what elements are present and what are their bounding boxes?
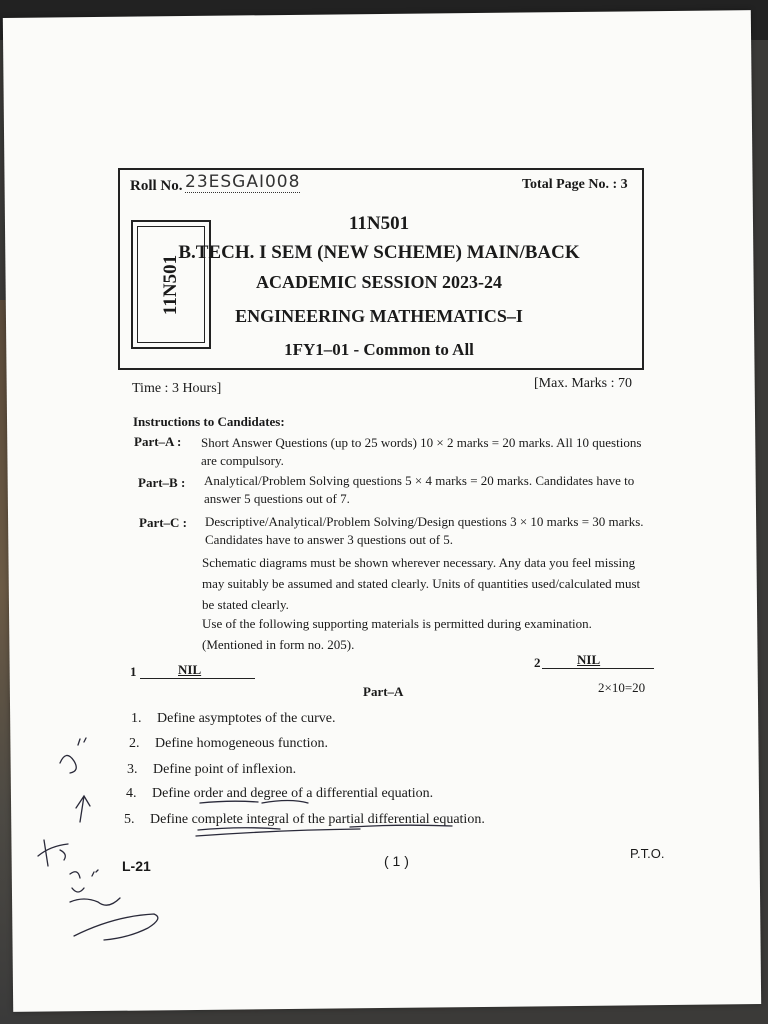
instructions-para-materials: Use of the following supporting materials is permitted during examination. (Mentioned in form no. 205). [202,616,592,652]
question-5-text: Define complete integral of the partial differential equation. [150,812,485,827]
exam-paper-sheet [3,10,761,1012]
max-marks: [Max. Marks : 70 [534,376,632,391]
material-2-value: NIL [577,652,601,667]
paper-code-vertical: 11N501 [160,254,181,315]
part-b-text: Analytical/Problem Solving questions 5 × 4 marks = 20 marks. Candidates have to answer 5 questions out of 7. [204,473,635,506]
subject-title: ENGINEERING MATHEMATICS–I [235,306,523,326]
question-4 [126,786,433,802]
material-2-line [542,668,654,669]
instructions-para-diagrams: Schematic diagrams must be shown wherever necessary. Any data you feel missing may suitably be assumed and stated clearly. Units of quantities used/calculated must be stated clearly. [202,555,641,612]
question-1-text: Define asymptotes of the curve. [157,711,336,726]
question-4-text: Define order and degree of a differential equation. [152,786,434,801]
roll-number-value: 23ESGAI008 [185,172,301,192]
total-pages: Total Page No. : 3 [522,177,628,192]
question-3 [127,762,296,778]
question-2 [129,736,328,752]
part-a-text: Short Answer Questions (up to 25 words) 10 × 2 marks = 20 marks. All 10 questions are compulsory. [201,435,642,468]
question-3-text: Define point of inflexion. [153,762,297,777]
question-2-text: Define homogeneous function. [155,736,329,751]
time-allowed: Time : 3 Hours] [132,381,222,396]
part-c-label: Part–C : [139,515,188,530]
question-1-number: 1. [131,711,142,726]
part-a-marks: 2×10=20 [598,680,646,695]
paper-code: 11N501 [348,213,410,234]
paper-name: 1FY1–01 - Common to All [284,340,474,359]
material-1-value: NIL [178,662,202,677]
page-number: ( 1 ) [384,853,409,869]
footer-code: L-21 [122,858,151,874]
question-5 [124,812,485,828]
question-1 [131,711,335,727]
part-c-text: Descriptive/Analytical/Problem Solving/Design questions 3 × 10 marks = 30 marks. Candidates have to answer 3 questions out of 5. [205,514,644,547]
question-3-number: 3. [127,762,138,777]
part-a-title: Part–A [363,684,404,699]
material-2-number: 2 [534,655,541,670]
part-b-label: Part–B : [138,475,186,490]
exam-title-line2: ACADEMIC SESSION 2023-24 [255,272,503,292]
exam-title-line1: B.TECH. I SEM (NEW SCHEME) MAIN/BACK [178,242,580,263]
question-4-number: 4. [126,786,137,801]
pto-label: P.T.O. [630,846,665,861]
instructions-heading: Instructions to Candidates: [133,414,285,429]
question-2-number: 2. [129,736,140,751]
material-1-number: 1 [130,664,137,679]
part-a-label: Part–A : [134,434,182,449]
roll-number-label: Roll No. [130,178,183,194]
material-1-line [140,678,255,679]
question-5-number: 5. [124,812,135,827]
